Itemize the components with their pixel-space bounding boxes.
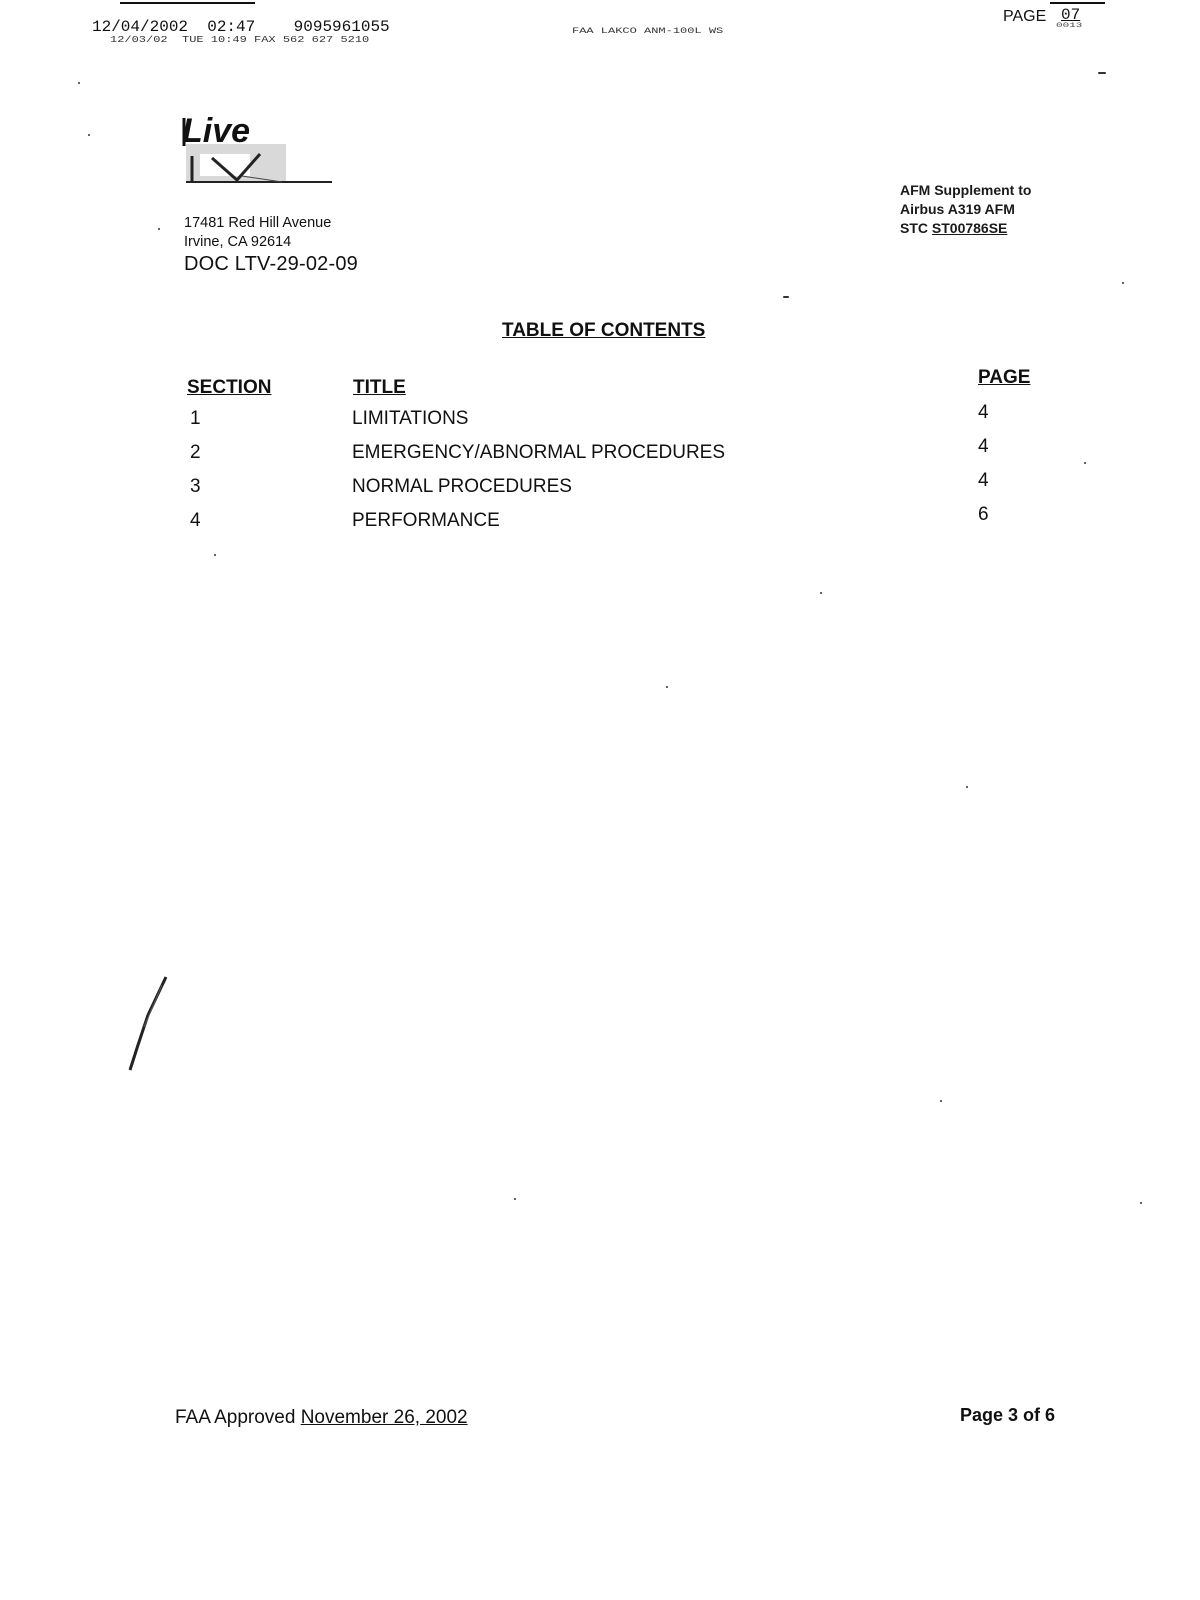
address-block [184,214,331,252]
fax-page-number-ghost: 0013 [1056,22,1083,30]
livetv-logo [182,110,342,190]
toc-row [0,470,1200,510]
afm-stc [900,219,1031,238]
toc-row [0,402,1200,442]
stc-prefix: STC [900,220,932,236]
toc-section-title: LIMITATIONS [352,408,469,429]
fax-page-number: 07 [1061,6,1081,24]
fax-header-line: 12/04/2002 02:47 9095961055 [92,18,390,36]
toc-section-title: PERFORMANCE [352,510,500,531]
scan-speck [1084,462,1086,464]
toc-page-number: 4 [978,402,989,423]
column-header-section: SECTION [187,377,272,398]
toc-section-number: 3 [190,476,201,497]
afm-line-1: AFM Supplement to [900,182,1032,198]
address-street: 17481 Red Hill Avenue [184,215,332,231]
scan-speck [966,786,968,788]
toc-section-number: 1 [190,408,201,429]
fax-header-line-secondary: 12/03/02 TUE 10:49 FAX 562 627 5210 [110,34,370,46]
scan-scratch-mark [118,975,178,1075]
header-rule-right [1050,2,1105,4]
afm-block [900,181,1031,238]
toc-heading: TABLE OF CONTENTS [502,320,706,341]
scan-speck [514,1198,516,1200]
afm-line-2: Airbus A319 AFM [900,201,1015,217]
toc-row [0,504,1200,544]
scan-speck [1140,1202,1142,1204]
footer-approved-date: November 26, 2002 [300,1407,468,1428]
header-rule [120,2,255,4]
toc-section-title: NORMAL PROCEDURES [352,476,572,497]
stc-number: ST00786SE [931,220,1008,236]
fax-page-label: PAGE [1003,8,1047,25]
toc-section-title: EMERGENCY/ABNORMAL PROCEDURES [352,442,726,463]
address-city: Irvine, CA 92614 [184,234,292,250]
footer-page-count: Page 3 of 6 [960,1405,1056,1425]
scan-speck [1098,72,1106,74]
scan-speck [214,554,216,556]
scan-speck [1122,282,1124,284]
svg-text:Live: Live [182,112,251,150]
column-header-page: PAGE [978,367,1031,388]
toc-page-number: 4 [978,436,989,457]
scan-speck [820,592,822,594]
toc-page-number: 4 [978,470,989,491]
toc-row [0,436,1200,476]
scan-speck [940,1100,942,1102]
fax-header-center: FAA LAKCO ANM-100L WS [572,26,724,36]
footer-approved-label: FAA Approved [175,1407,301,1428]
document-id: DOC LTV-29-02-09 [184,253,359,275]
scan-speck [88,134,90,136]
toc-page-number: 6 [978,504,989,525]
scan-speck [666,686,668,688]
column-header-title: TITLE [353,377,406,398]
scan-speck [783,296,789,298]
footer-approval [175,1407,468,1429]
toc-section-number: 4 [190,510,201,531]
toc-section-number: 2 [190,442,201,463]
scan-speck [78,82,80,84]
scan-speck [158,228,160,230]
